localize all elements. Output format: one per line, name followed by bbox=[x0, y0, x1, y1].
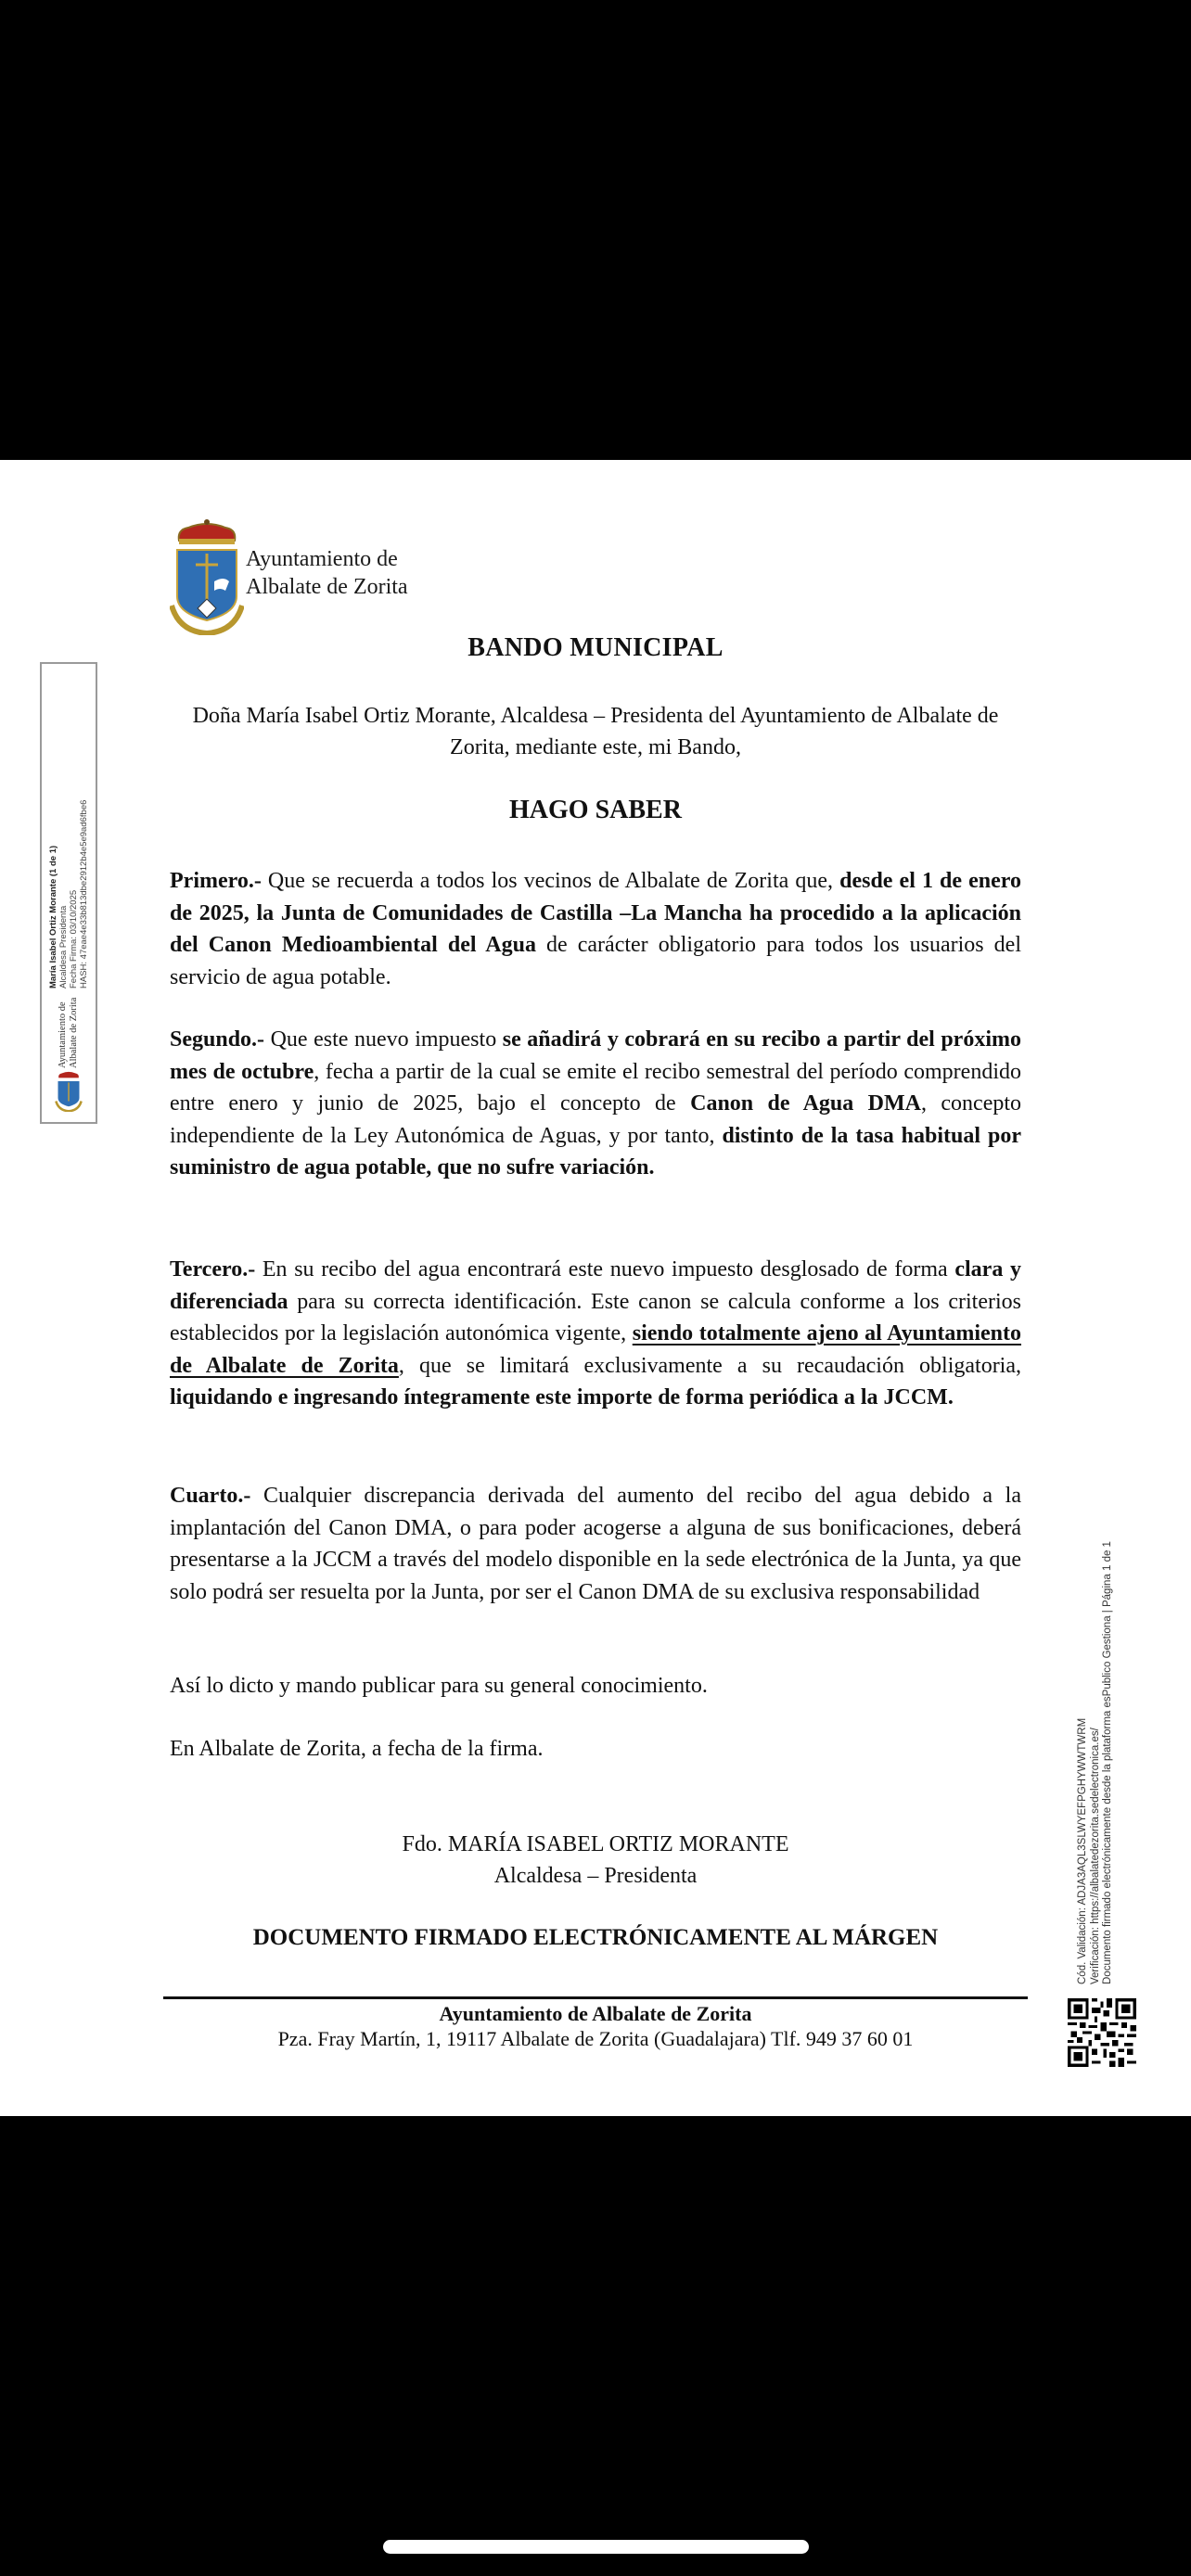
footer-org: Ayuntamiento de Albalate de Zorita bbox=[439, 2002, 752, 2025]
underlined-bold-text: siendo totalmente ajeno al Ayuntamiento de Albalate de Zorita bbox=[170, 1321, 1021, 1378]
place-date-text: En Albalate de Zorita, a fecha de la firma. bbox=[170, 1737, 544, 1761]
stamp-signer-role: Alcaldesa Presidenta bbox=[58, 905, 69, 988]
letterhead-line2: Albalate de Zorita bbox=[246, 575, 408, 599]
stamp-hash: HASH: 47eae4e33b813dbe2912b4e5e9ad6fbe6 bbox=[79, 799, 89, 988]
text: de carácter obligatorio para todos los usuarios del servicio de agua potable. bbox=[170, 933, 1021, 989]
bold-text: liquidando e ingresando íntegramente este importe de forma periódica a la JCCM. bbox=[170, 1385, 954, 1409]
stamp-sign-date: Fecha Firma: 03/10/2025 bbox=[69, 889, 79, 988]
validation-platform: Documento firmado electrónicamente desde la plataforma esPublico Gestiona | Página 1 de 1 bbox=[1102, 1541, 1113, 1984]
validation-info bbox=[1077, 1484, 1118, 1984]
coat-of-arms-icon bbox=[52, 1069, 85, 1112]
bold-text: clara y diferenciada bbox=[170, 1257, 1022, 1314]
label-tercero: Tercero.- bbox=[170, 1257, 256, 1282]
footer-divider bbox=[163, 1996, 1028, 1999]
validation-url[interactable]: Verificación: https://albalatedezorita.sedelectronica.es/ bbox=[1089, 1728, 1101, 1984]
signature-stamp bbox=[40, 662, 97, 1124]
signatory-name: Fdo. MARÍA ISABEL ORTIZ MORANTE bbox=[402, 1832, 789, 1856]
qr-code-icon[interactable] bbox=[1065, 1996, 1139, 2070]
paragraph-primero bbox=[170, 865, 1021, 993]
intro-text: Doña María Isabel Ortiz Morante, Alcaldesa – Presidenta del Ayuntamiento de Albalate de Zorita, mediante este, mi Bando, bbox=[192, 704, 999, 759]
label-cuarto: Cuarto.- bbox=[170, 1484, 251, 1508]
section-heading: HAGO SABER bbox=[509, 796, 682, 824]
stamp-org bbox=[58, 990, 80, 1068]
letterhead-line1: Ayuntamiento de bbox=[246, 547, 398, 571]
validation-code: Cód. Validación: ADJA3AQL3SLWYEFPGHYWWTWRM bbox=[1077, 1717, 1088, 1984]
text: , fecha a partir de la cual se emite el recibo semestral del período comprendido entre enero y junio de 2025, bajo el concepto de bbox=[170, 1059, 1021, 1116]
home-indicator[interactable] bbox=[383, 2540, 809, 2554]
paragraph-cuarto bbox=[170, 1480, 1021, 1608]
document-title: BANDO MUNICIPAL bbox=[467, 633, 724, 662]
stamp-meta bbox=[48, 800, 89, 988]
stamp-org-line2: Albalate de Zorita bbox=[69, 997, 79, 1068]
text: para su correcta identificación. Este canon se calcula conforme a los criterios establecidos por la legislación autonómica vigente, bbox=[170, 1289, 1021, 1345]
text: Que se recuerda a todos los vecinos de Albalate de Zorita que, bbox=[261, 869, 840, 893]
paragraph-segundo bbox=[170, 1024, 1021, 1184]
closing-text: Así lo dicto y mando publicar para su general conocimiento. bbox=[170, 1674, 708, 1698]
bold-text: distinto de la tasa habitual por suministro de agua potable, que no sufre variación. bbox=[170, 1123, 1021, 1180]
footer-address: Pza. Fray Martín, 1, 19117 Albalate de Zorita (Guadalajara) Tlf. 949 37 60 01 bbox=[277, 2027, 914, 2050]
signatory-role: Alcaldesa – Presidenta bbox=[493, 1864, 698, 1888]
text: Cualquier discrepancia derivada del aumento del recibo del agua debido a la implantación del Canon DMA, o para poder acogerse a alguna de sus bonificaciones, deberá presentarse a la JCCM a través del modelo disponible en la sede electrónica de la Junta, ya que solo podrá ser resuelta por la Junta, por ser el Canon DMA de su exclusiva responsabilidad bbox=[170, 1484, 1021, 1604]
stamp-signer-name: María Isabel Ortiz Morante (1 de 1) bbox=[48, 845, 58, 988]
signed-notice: DOCUMENTO FIRMADO ELECTRÓNICAMENTE AL MÁRGEN bbox=[252, 1925, 939, 1950]
letterhead-org bbox=[246, 545, 408, 601]
label-primero: Primero.- bbox=[170, 869, 262, 893]
text: , concepto independiente de la Ley Autonómica de Aguas, y por tanto, bbox=[170, 1091, 1022, 1148]
text: , que se limitará exclusivamente a su recaudación obligatoria, bbox=[398, 1353, 1022, 1378]
text: Que este nuevo impuesto bbox=[264, 1027, 503, 1052]
bold-text: Canon de Agua DMA bbox=[690, 1091, 921, 1116]
bold-text: desde el 1 de enero de 2025, la Junta de Comunidades de Castilla –La Mancha ha procedido a la aplicación del Canon Medioambiental del Agua bbox=[170, 869, 1021, 957]
text: En su recibo del agua encontrará este nuevo impuesto desglosado de forma bbox=[255, 1257, 955, 1282]
coat-of-arms-icon bbox=[170, 516, 244, 635]
label-segundo: Segundo.- bbox=[170, 1027, 265, 1052]
paragraph-tercero bbox=[170, 1254, 1021, 1414]
stamp-org-line1: Ayuntamiento de bbox=[58, 1001, 68, 1068]
bold-text: se añadirá y cobrará en su recibo a partir del próximo mes de octubre bbox=[170, 1027, 1021, 1084]
